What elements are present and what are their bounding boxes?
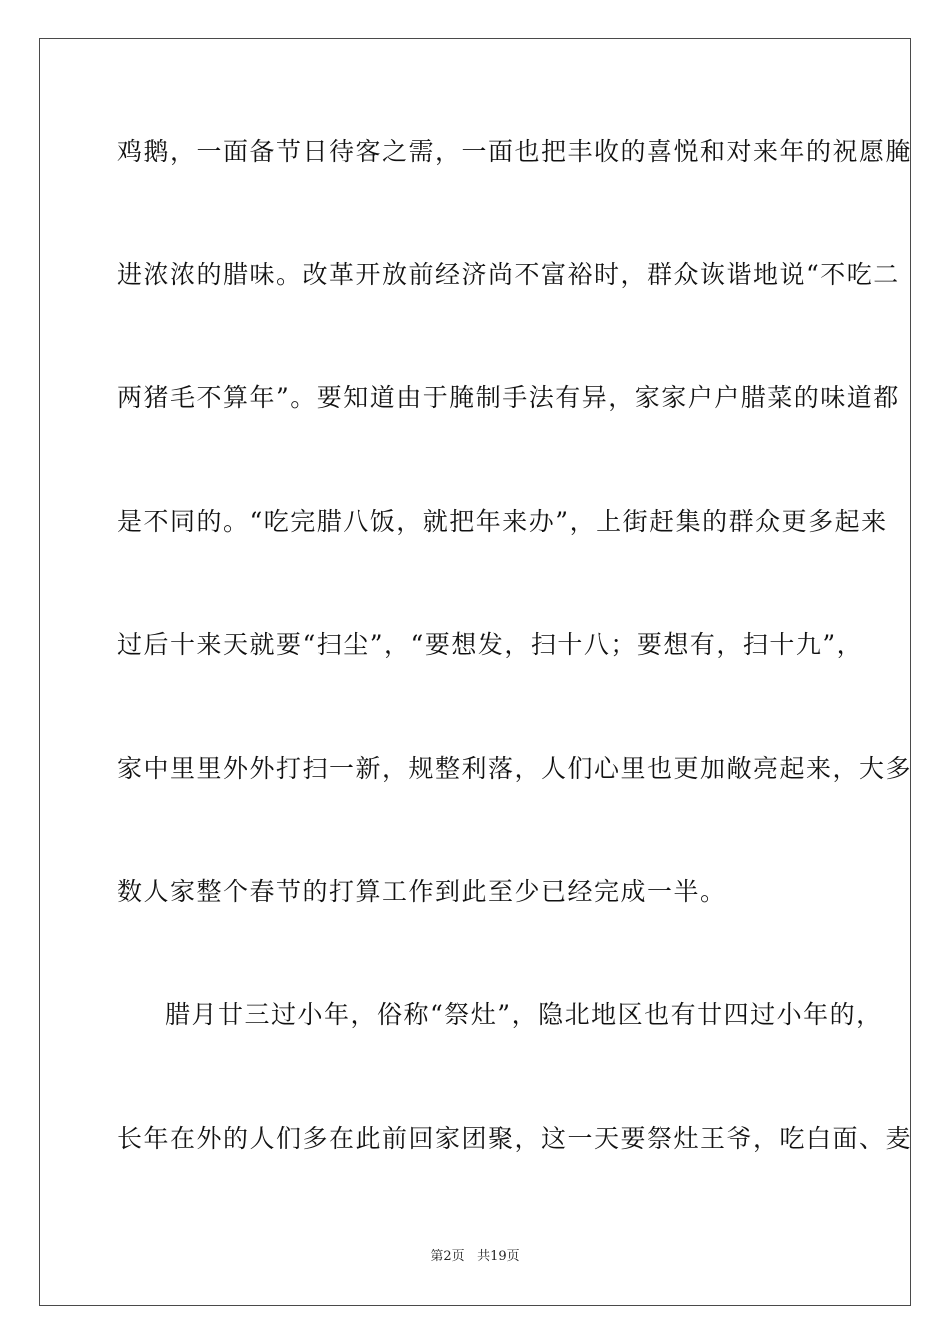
body-text-line: 是不同的。“吃完腊八饭，就把年来办”，上街赶集的群众更多起来 xyxy=(117,507,888,536)
body-text-line: 过后十来天就要“扫尘”，“要想发，扫十八；要想有，扫十九”， xyxy=(117,630,864,659)
page-border xyxy=(39,38,911,1306)
body-text-line: 进浓浓的腊味。改革开放前经济尚不富裕时，群众诙谐地说“不吃二 xyxy=(117,260,900,289)
body-text-line: 两猪毛不算年”。要知道由于腌制手法有异，家家户户腊菜的味道都 xyxy=(117,383,900,412)
body-text-line: 数人家整个春节的打算工作到此至少已经完成一半。 xyxy=(117,877,727,906)
body-text-line: 鸡鹅，一面备节日待客之需，一面也把丰收的喜悦和对来年的祝愿腌 xyxy=(117,137,913,166)
paragraph-first-line: 腊月廿三过小年，俗称“祭灶”，隐北地区也有廿四过小年的， xyxy=(165,1000,883,1029)
page-footer xyxy=(0,1249,950,1265)
page-total: 共19页 xyxy=(477,1249,520,1264)
body-text-line: 家中里里外外打扫一新，规整利落，人们心里也更加敞亮起来，大多 xyxy=(117,754,913,783)
page-number: 第2页 xyxy=(430,1249,465,1264)
body-text-line: 长年在外的人们多在此前回家团聚，这一天要祭灶王爷，吃白面、麦 xyxy=(117,1124,913,1153)
